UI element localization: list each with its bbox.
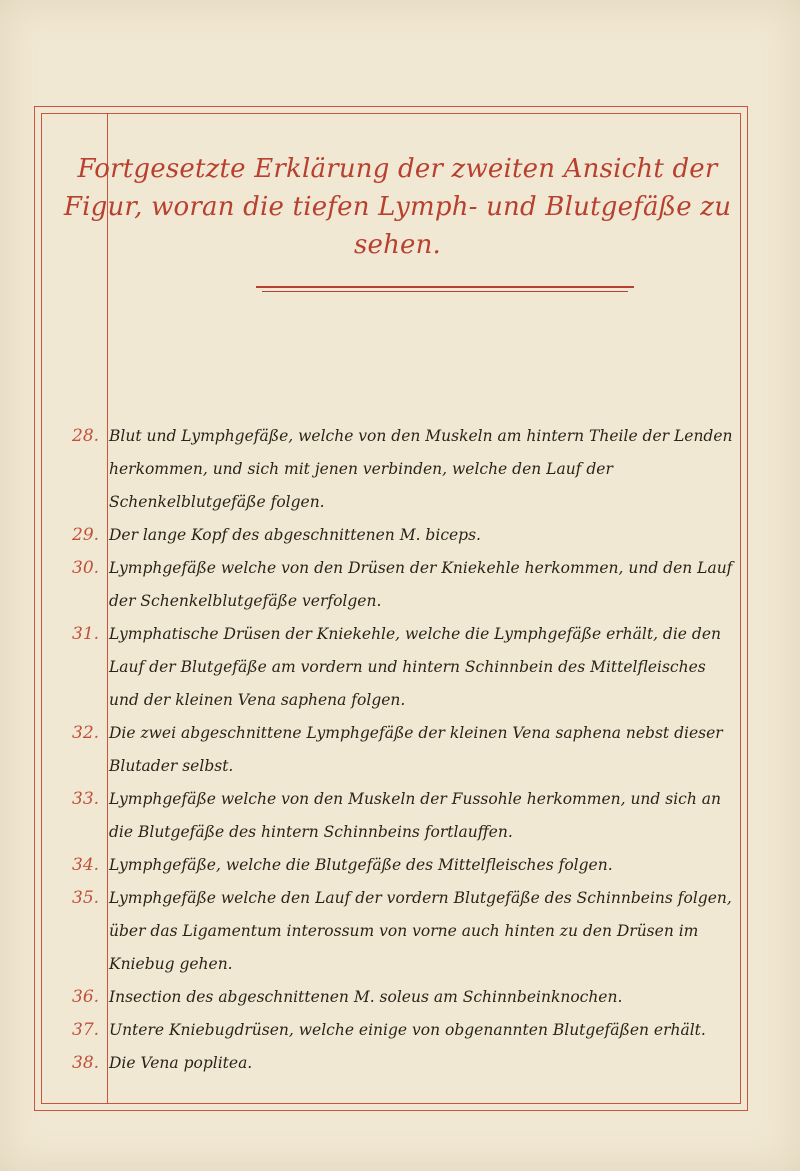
- list-item: [72, 420, 742, 519]
- entry-text: Lymphgefäße welche den Lauf der vordern Blutgefäße des Schinnbeins folgen, über das Ligamentum interossum von vorne auch hinten zu den Drüsen im Kniebug gehen.: [109, 889, 732, 973]
- list-item: [72, 849, 742, 882]
- entry-text: Lymphatische Drüsen der Kniekehle, welche die Lymphgefäße erhält, die den Lauf der Blutgefäße am vordern und hintern Schinnbein des Mittelfleisches und der kleinen Vena saphena folgen.: [109, 625, 721, 709]
- list-item: [72, 981, 742, 1014]
- entry-text: Die Vena poplitea.: [109, 1054, 253, 1072]
- entry-number: 32.: [72, 723, 100, 743]
- page-title: Fortgesetzte Erklärung der zweiten Ansicht der Figur, woran die tiefen Lymph- und Blutgefäße zu sehen.: [63, 154, 732, 260]
- entry-number: 33.: [72, 789, 100, 809]
- entry-number: 28.: [72, 426, 100, 446]
- list-item: [72, 783, 742, 849]
- entry-text: Lymphgefäße, welche die Blutgefäße des Mittelfleisches folgen.: [109, 856, 613, 874]
- entry-text: Lymphgefäße welche von den Drüsen der Kniekehle herkommen, und den Lauf der Schenkelblutgefäße verfolgen.: [109, 559, 733, 610]
- list-item: [72, 1014, 742, 1047]
- entry-number: 34.: [72, 855, 100, 875]
- entry-number: 35.: [72, 888, 100, 908]
- list-item: [72, 618, 742, 717]
- entry-number: 29.: [72, 525, 100, 545]
- title-underline-thin: [262, 291, 628, 292]
- entry-number: 30.: [72, 558, 100, 578]
- entry-number: 36.: [72, 987, 100, 1007]
- title-underline: [256, 286, 634, 288]
- list-item: [72, 717, 742, 783]
- list-item: [72, 882, 742, 981]
- entry-text: Blut und Lymphgefäße, welche von den Muskeln am hintern Theile der Lenden herkommen, und sich mit jenen verbinden, welche den Lauf der Schenkelblutgefäße folgen.: [109, 427, 733, 511]
- list-item: [72, 1047, 742, 1080]
- entry-text: Lymphgefäße welche von den Muskeln der Fussohle herkommen, und sich an die Blutgefäße des hintern Schinnbeins fortlauffen.: [109, 790, 721, 841]
- list-item: [72, 519, 742, 552]
- entry-text: Insection des abgeschnittenen M. soleus am Schinnbeinknochen.: [109, 988, 623, 1006]
- entry-text: Untere Kniebugdrüsen, welche einige von obgenannten Blutgefäßen erhält.: [109, 1021, 706, 1039]
- entry-text: Der lange Kopf des abgeschnittenen M. biceps.: [109, 526, 481, 544]
- entry-number: 37.: [72, 1020, 100, 1040]
- entry-number: 38.: [72, 1053, 100, 1073]
- list-item: [72, 552, 742, 618]
- entry-list: [72, 420, 742, 1080]
- entry-number: 31.: [72, 624, 100, 644]
- entry-text: Die zwei abgeschnittene Lymphgefäße der kleinen Vena saphena nebst dieser Blutader selbst.: [109, 724, 723, 775]
